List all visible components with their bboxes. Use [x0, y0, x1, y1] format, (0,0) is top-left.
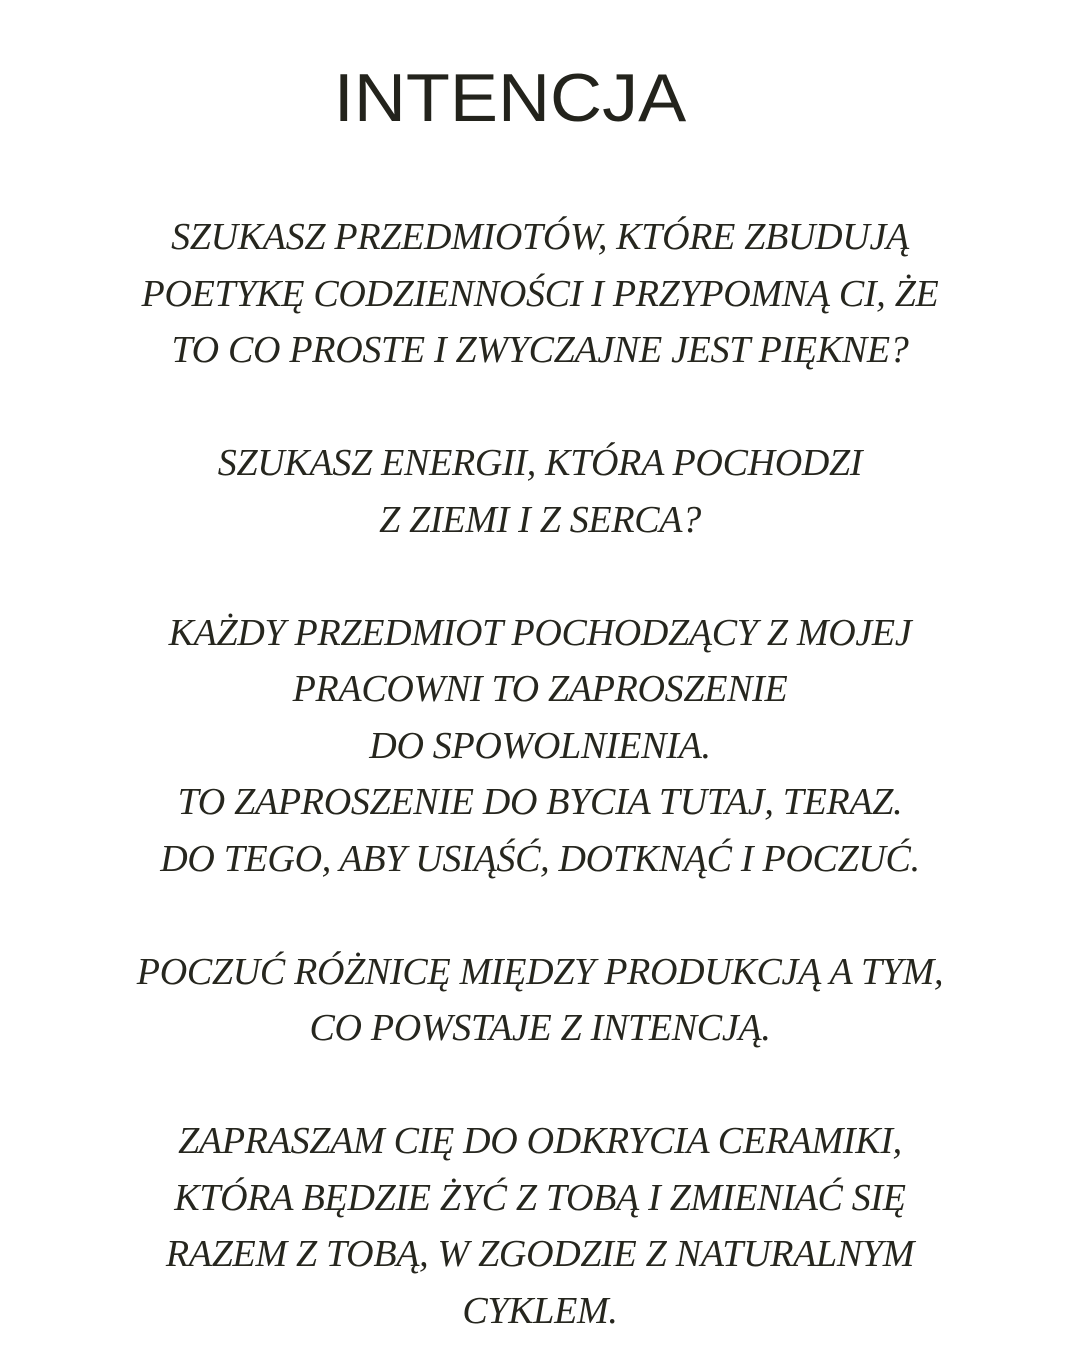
page-title: INTENCJA	[333, 60, 687, 136]
text-line: Z ZIEMI I Z SERCA?	[379, 498, 701, 541]
text-line: TO CO PROSTE I ZWYCZAJNE JEST PIĘKNE?	[171, 329, 909, 371]
text-line: KTÓRA BĘDZIE ŻYĆ Z TOBĄ I ZMIENIAĆ SIĘ	[174, 1176, 906, 1219]
text-line: SZUKASZ ENERGII, KTÓRA POCHODZI	[217, 442, 863, 484]
text-line: SZUKASZ PRZEDMIOTÓW, KTÓRE ZBUDUJĄ	[171, 216, 909, 258]
text-line: TO ZAPROSZENIE DO BYCIA TUTAJ, TERAZ.	[177, 781, 903, 823]
body-text	[30, 209, 1050, 1339]
text-line: CYKLEM.	[462, 1289, 618, 1332]
text-line: KAŻDY PRZEDMIOT POCHODZĄCY Z MOJEJ	[168, 611, 912, 654]
text-line: POETYKĘ CODZIENNOŚCI I PRZYPOMNĄ CI, ŻE	[141, 272, 939, 315]
paragraph-2	[30, 435, 1050, 548]
text-line: ZAPRASZAM CIĘ DO ODKRYCIA CERAMIKI,	[178, 1120, 902, 1162]
paragraph-1	[30, 209, 1050, 379]
text-line: PRACOWNI TO ZAPROSZENIE	[292, 668, 788, 710]
text-line: DO SPOWOLNIENIA.	[369, 724, 711, 767]
text-line: CO POWSTAJE Z INTENCJĄ.	[309, 1007, 771, 1049]
text-line: RAZEM Z TOBĄ, W ZGODZIE Z NATURALNYM	[165, 1233, 915, 1275]
text-line: POCZUĆ RÓŻNICĘ MIĘDZY PRODUKCJĄ A TYM,	[136, 950, 944, 993]
paragraph-5	[30, 1113, 1050, 1339]
paragraph-3	[30, 605, 1050, 888]
paragraph-4	[30, 944, 1050, 1057]
text-line: DO TEGO, ABY USIĄŚĆ, DOTKNĄĆ I POCZUĆ.	[160, 837, 920, 880]
